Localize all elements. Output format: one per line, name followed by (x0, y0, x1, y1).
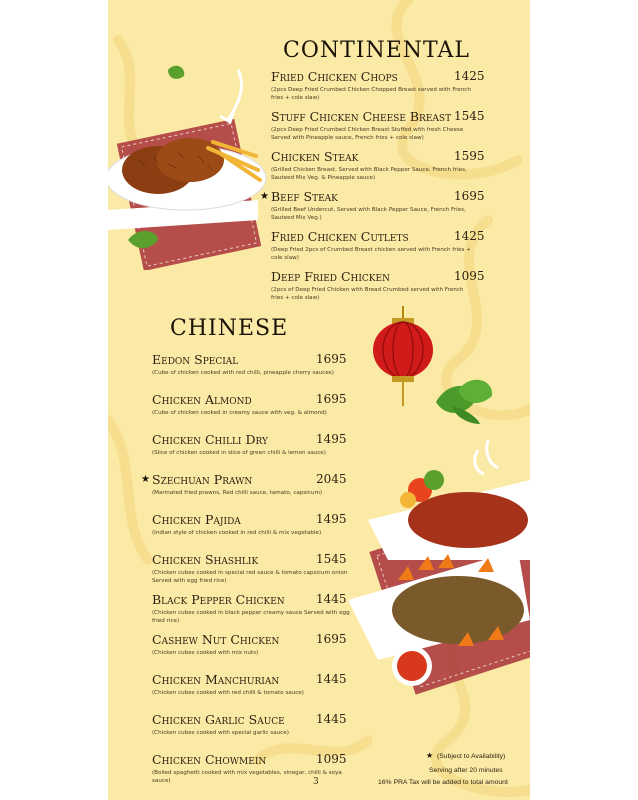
item-description: (2pcs Deep Fried Crumbed Chicken Breast Stuffed with fresh Cheese Served with Pineapple sauce, French fries + cole slaw) (271, 127, 464, 141)
lantern-icon (370, 306, 436, 410)
availability-note: (Subject to Availability) (437, 753, 506, 760)
item-name: Chicken Chowmein (152, 752, 267, 767)
item-description: (Grilled Chicken Breast, Served with Black Pepper Sauce, French fries, Sauteed Mix Veg. & Pineapple sauce) (271, 167, 467, 181)
item-name: Chicken Chilli Dry (152, 432, 268, 447)
item-name: Stuff Chicken Cheese Breast (271, 109, 452, 124)
item-name: Deep Fried Chicken (271, 269, 390, 284)
item-name: Chicken Pajida (152, 512, 241, 527)
item-price: 2045 (316, 472, 347, 486)
serving-note: Serving after 20 minutes (429, 767, 503, 774)
chinese-food-plate-image (338, 440, 530, 702)
item-description: (Cube of chicken cooked with red chilli, pineapple cherry sauces) (152, 370, 334, 376)
item-price: 1425 (454, 229, 485, 243)
item-description: (2pcs Deep Fried Crumbed Chicken Chopped Breast served with French fries + cole slaw) (271, 87, 471, 101)
item-description: (Slice of chicken cooked in slice of green chilli & lemon sauce) (152, 450, 326, 456)
item-price: 1545 (454, 109, 485, 123)
item-price: 1545 (316, 552, 347, 566)
item-price: 1445 (316, 592, 347, 606)
item-price: 1695 (316, 392, 347, 406)
item-price: 1445 (316, 672, 347, 686)
item-price: 1695 (454, 189, 485, 203)
item-description: (Chicken cubes cooked with mix nuts) (152, 650, 259, 656)
tax-note: 16% PRA Tax will be added to total amount (378, 779, 508, 786)
item-name: Cashew Nut Chicken (152, 632, 280, 647)
menu-page (108, 0, 530, 800)
item-name: Black Pepper Chicken (152, 592, 285, 607)
item-name: Chicken Manchurian (152, 672, 280, 687)
item-description: (Chicken cubes cooked with special garlic sauce) (152, 730, 289, 736)
page-number: 3 (313, 777, 319, 787)
item-description: (Deep Fried 2pcs of Crumbed Breast chicken served with French fries + cole slaw) (271, 247, 471, 261)
item-price: 1495 (316, 512, 347, 526)
item-price: 1695 (316, 632, 347, 646)
item-name: Chicken Almond (152, 392, 252, 407)
item-description: (Chicken cubes cooked with red chilli & tomato sauce) (152, 690, 304, 696)
item-name: Fried Chicken Chops (271, 69, 398, 84)
item-name: Eedon Special (152, 352, 239, 367)
item-description: (Cube of chicken cooked in creamy sauce with veg. & almond) (152, 410, 327, 416)
item-price: 1595 (454, 149, 485, 163)
item-price: 1095 (316, 752, 347, 766)
continental-title: CONTINENTAL (283, 38, 471, 63)
item-description: (Boiled spaghetti cooked with mix vegetables, vinegar, chilli & soya sauce) (152, 770, 342, 784)
item-description: (Chicken cubes cooked in special red sauce & tomato capsicum onion Served with egg fried rice) (152, 570, 348, 584)
item-price: 1445 (316, 712, 347, 726)
availability-star-icon: ★ (260, 191, 269, 202)
item-description: (Grilled Beef Undercut, Served with Black Pepper Sauce, French Fries, Sauteed Mix Veg.) (271, 207, 466, 221)
item-name: Fried Chicken Cutlets (271, 229, 409, 244)
item-description: (Indian style of chicken cooked in red chilli & mix vegetable) (152, 530, 322, 536)
item-name: Chicken Shashlik (152, 552, 259, 567)
item-name: Chicken Steak (271, 149, 359, 164)
basil-leaf-icon (428, 372, 498, 426)
item-name: Szechuan Prawn (152, 472, 253, 487)
item-name: Chicken Garlic Sauce (152, 712, 285, 727)
item-description: (Chicken cubes cooked in black pepper creamy sauce Served with egg fried rice) (152, 610, 350, 624)
chinese-title: CHINESE (170, 316, 289, 341)
item-description: (Marinated fried prawns, Red chilli sauce, tamato, capsicum) (152, 490, 323, 496)
fried-chicken-plate-image (108, 60, 268, 270)
availability-star-icon: ★ (141, 474, 150, 485)
item-description: (2pcs of Deep Fried Chicken with Bread Crumbed served with French fries + cole slaw) (271, 287, 464, 301)
availability-star-icon: ★ (426, 751, 434, 760)
item-price: 1495 (316, 432, 347, 446)
item-price: 1425 (454, 69, 485, 83)
item-price: 1095 (454, 269, 485, 283)
item-name: Beef Steak (271, 189, 338, 204)
item-price: 1695 (316, 352, 347, 366)
